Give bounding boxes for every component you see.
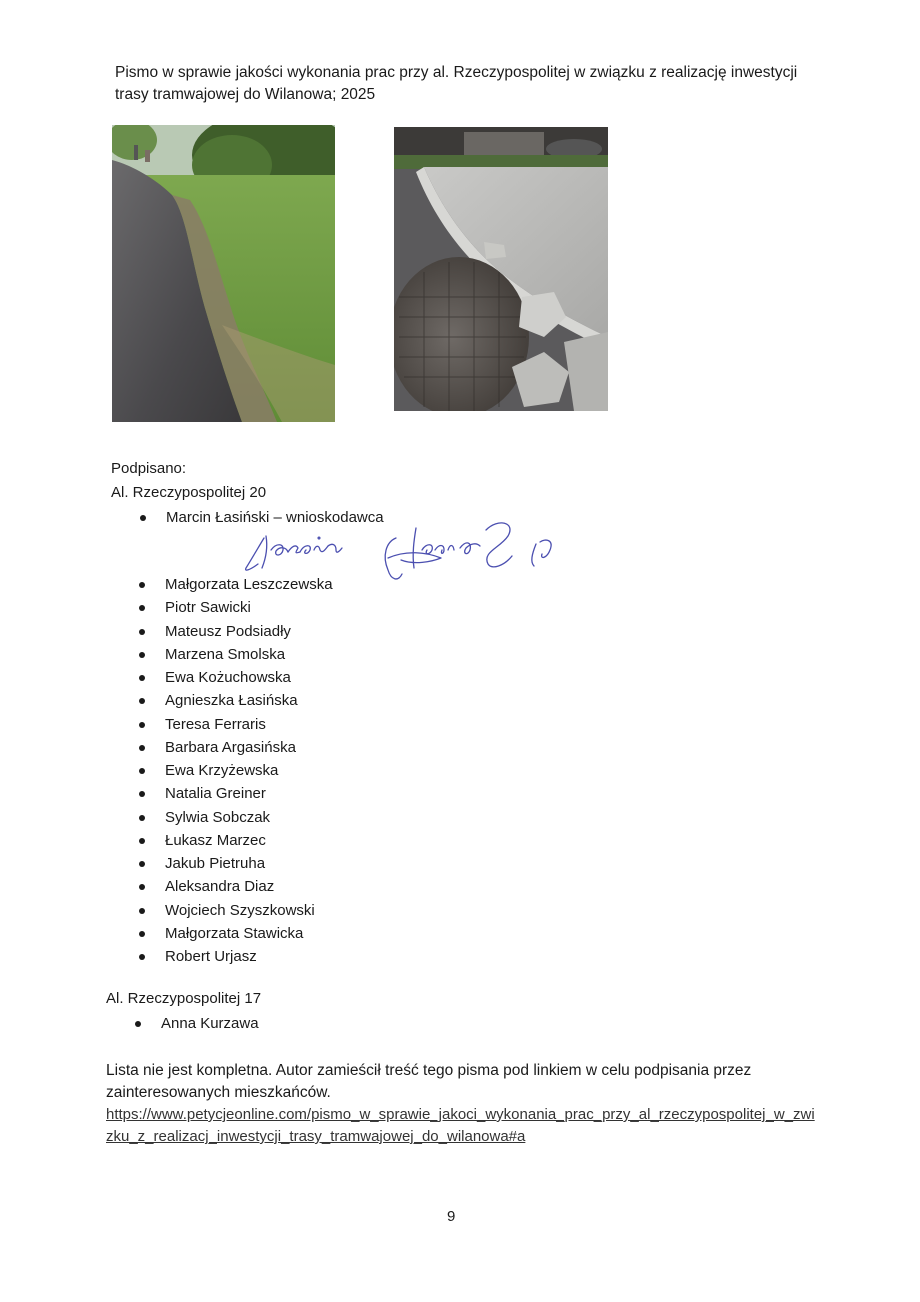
list-item — [165, 922, 333, 945]
signer-name: Jakub Pietruha — [165, 855, 266, 872]
document-title: Pismo w sprawie jakości wykonania prac przy al. Rzeczypospolitej w związku z realizację inwestycji trasy tramwajowej do Wilanowa; 2025 — [115, 64, 798, 103]
photo-sidewalk-grass — [112, 125, 335, 422]
signer-name: Teresa Ferraris — [165, 715, 266, 733]
list-item — [165, 620, 333, 643]
signer-name: Ewa Krzyżewska — [165, 762, 279, 779]
signer-name: Barbara Argasińska — [165, 738, 296, 756]
bullet-icon — [135, 1021, 141, 1027]
bullet-icon — [139, 605, 145, 611]
list-item — [165, 782, 333, 805]
signer-name: Robert Urjasz — [165, 948, 257, 965]
bullet-icon — [139, 722, 145, 728]
signer-name: Wojciech Szyszkowski — [165, 901, 315, 919]
list-item — [165, 713, 333, 736]
list-item — [165, 643, 333, 666]
bullet-icon — [139, 815, 145, 821]
list-item — [165, 666, 333, 689]
list-item — [165, 759, 333, 782]
incomplete-list-note: Lista nie jest kompletna. Autor zamieścił treść tego pisma pod linkiem w celu podpisania przez zainteresowanych mieszkańców. — [106, 1062, 752, 1101]
signer-name: Anna Kurzawa — [161, 1015, 259, 1032]
signer-list-rzeczypospolitej-20 — [165, 573, 333, 968]
list-item — [165, 945, 333, 968]
signer-name: Sylwia Sobczak — [165, 808, 271, 826]
signer-list-rzeczypospolitej-17 — [161, 1012, 259, 1035]
petition-link[interactable]: https://www.petycjeonline.com/pismo_w_sprawie_jakoci_wykonania_prac_przy_al_rzeczypospolitej_w_zwizku_z_realizacj_inwestycji_trasy_tramwajowej_do_wilanowa#a — [106, 1106, 815, 1145]
bullet-icon — [139, 629, 145, 635]
list-item — [165, 689, 333, 712]
signer-name: Natalia Greiner — [165, 785, 266, 803]
signed-label: Podpisano: — [111, 460, 187, 477]
bullet-icon — [139, 652, 145, 658]
signer-name: Mateusz Podsiadły — [165, 622, 291, 640]
bullet-icon — [139, 675, 145, 681]
bullet-icon — [139, 745, 145, 751]
bullet-icon — [139, 954, 145, 960]
signer-name: Małgorzata Stawicka — [165, 924, 304, 942]
list-item — [165, 899, 333, 922]
address-rzeczypospolitej-20: Al. Rzeczypospolitej 20 — [111, 484, 267, 501]
bullet-icon — [139, 791, 145, 797]
signer-name: Aleksandra Diaz — [165, 878, 275, 896]
list-item — [165, 573, 333, 596]
bullet-icon — [140, 515, 146, 521]
list-item — [165, 806, 333, 829]
address-rzeczypospolitej-17: Al. Rzeczypospolitej 17 — [106, 990, 262, 1007]
bullet-icon — [139, 884, 145, 890]
bullet-icon — [139, 931, 145, 937]
list-item — [165, 875, 333, 898]
list-item — [161, 1012, 259, 1035]
signer-name: Marcin Łasiński – wnioskodawca — [166, 509, 384, 526]
bullet-icon — [139, 582, 145, 588]
signer-name: Małgorzata Leszczewska — [165, 576, 333, 593]
signer-name: Piotr Sawicki — [165, 599, 251, 617]
list-item — [165, 736, 333, 759]
signer-name: Marzena Smolska — [165, 645, 286, 663]
bullet-icon — [139, 768, 145, 774]
page-number: 9 — [447, 1208, 456, 1225]
photo-manhole-curb — [394, 127, 608, 411]
list-item — [165, 596, 333, 619]
list-item — [165, 829, 333, 852]
signer-name: Ewa Kożuchowska — [165, 669, 291, 686]
bullet-icon — [139, 861, 145, 867]
bullet-icon — [139, 838, 145, 844]
signer-name: Agnieszka Łasińska — [165, 692, 298, 710]
bullet-icon — [139, 908, 145, 914]
list-item — [165, 852, 333, 875]
signer-name: Łukasz Marzec — [165, 831, 266, 849]
bullet-icon — [139, 698, 145, 704]
